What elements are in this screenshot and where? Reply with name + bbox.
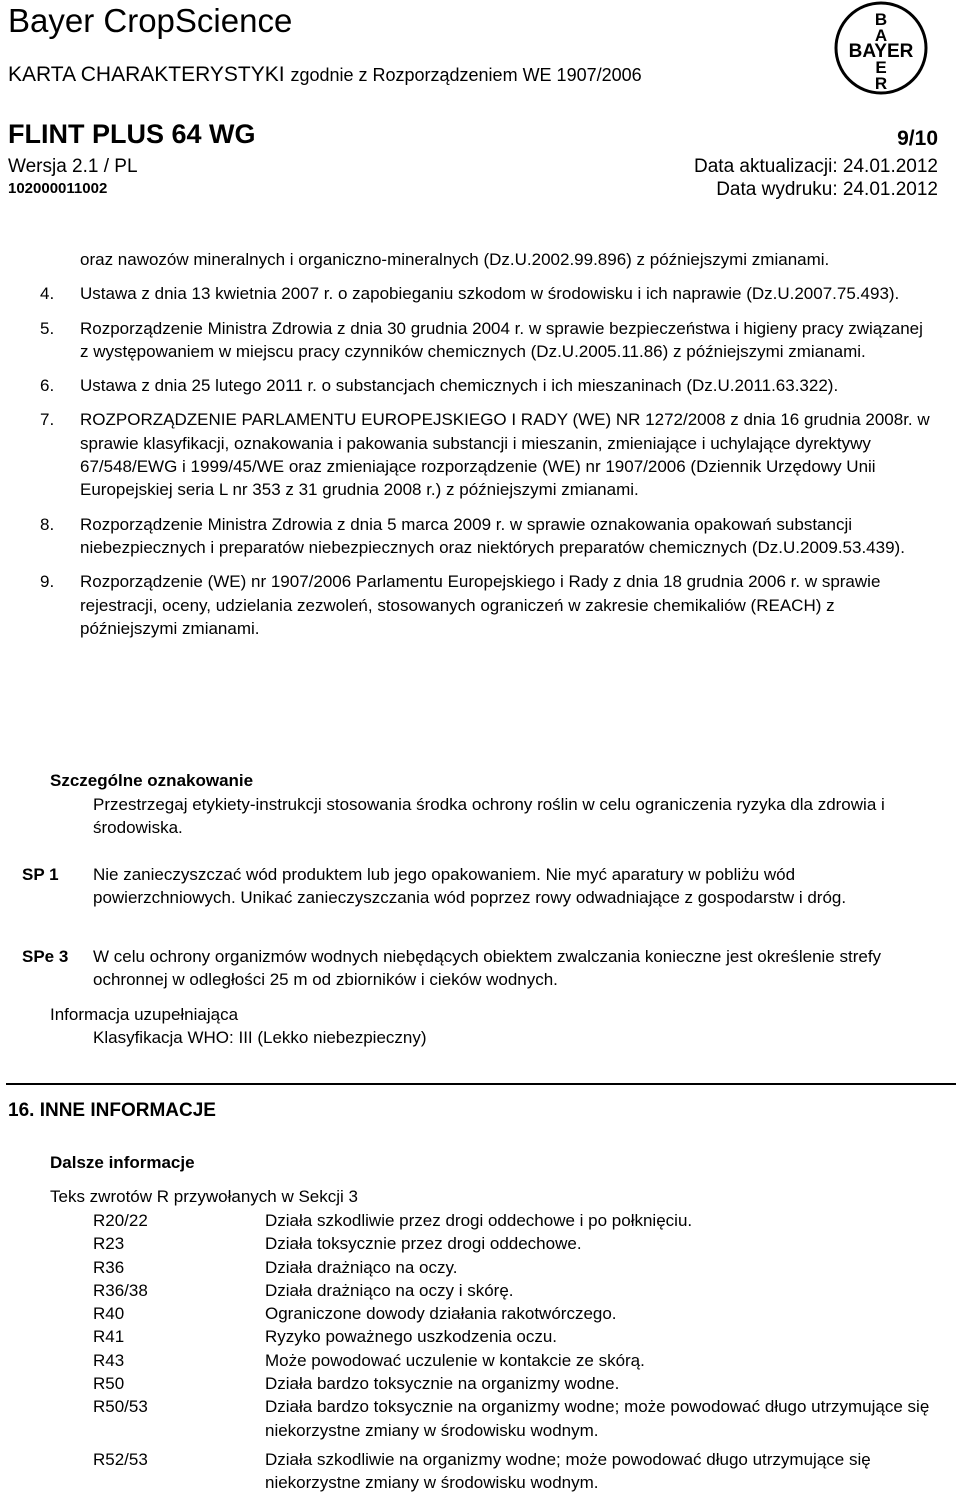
update-date: Data aktualizacji: 24.01.2012 xyxy=(694,156,938,177)
regulation-text: Rozporządzenie (WE) nr 1907/2006 Parlamentu Europejskiego i Rady z dnia 18 grudnia 2006 r. w sprawie rejestracji, oceny, udzielania zezwoleń, stosowanych ograniczeń w zakresie chemikaliów (REACH) z późniejszymi zmianami. xyxy=(80,572,881,638)
list-item xyxy=(40,513,930,560)
safety-phrase-text: W celu ochrony organizmów wodnych niebędących obiektem zwalczania konieczne jest określenie strefy ochronnej w odległości 25 m od zbiorników i cieków wodnych. xyxy=(93,947,882,990)
regulation-number: 8. xyxy=(40,514,55,534)
document-type xyxy=(8,62,642,88)
r-phrase-text: Działa toksycznie przez drogi oddechowe. xyxy=(265,1234,582,1254)
regulation-text: oraz nawozów mineralnych i organiczno-mineralnych (Dz.U.2002.99.896) z późniejszymi zmianami. xyxy=(80,250,830,269)
product-name: FLINT PLUS 64 WG xyxy=(8,119,256,149)
table-row xyxy=(93,1325,943,1348)
logo-letter-a: A xyxy=(874,26,888,45)
regulation-number: 7. xyxy=(40,410,55,430)
table-row xyxy=(93,1395,943,1442)
list-item xyxy=(40,570,930,640)
regulation-number: 9. xyxy=(40,572,55,592)
regulations-list xyxy=(40,248,930,640)
list-item xyxy=(40,317,930,364)
r-phrase-code: R36/38 xyxy=(93,1280,148,1300)
version-label: Wersja 2.1 / PL xyxy=(8,156,138,177)
table-row xyxy=(93,1209,943,1232)
r-phrase-code: R36 xyxy=(93,1257,125,1277)
table-row xyxy=(93,1372,943,1395)
supplementary-info-label: Informacja uzupełniająca xyxy=(50,1005,239,1024)
r-phrase-code: R43 xyxy=(93,1350,125,1370)
regulation-text: Rozporządzenie Ministra Zdrowia z dnia 5 marca 2009 r. w sprawie oznakowania opakowań substancji niebezpiecznych i preparatów niebezpiecznych oraz niektórych preparatów chemicznych (Dz.U.2009.53.439). xyxy=(80,514,905,557)
r-phrase-code: R41 xyxy=(93,1327,125,1347)
r-phrases-heading: Teks zwrotów R przywołanych w Sekcji 3 xyxy=(50,1187,358,1206)
print-date: Data wydruku: 24.01.2012 xyxy=(716,179,938,200)
section-title: 16. INNE INFORMACJE xyxy=(8,1100,216,1121)
r-phrase-code: R50/53 xyxy=(93,1397,148,1417)
r-phrase-text: Działa bardzo toksycznie na organizmy wodne; może powodować długo utrzymujące się niekorzystne zmiany w środowisku wodnym. xyxy=(265,1397,930,1440)
logo-letter-b: B xyxy=(874,10,888,29)
r-phrase-text: Działa szkodliwie przez drogi oddechowe i po połknięciu. xyxy=(265,1211,693,1230)
table-row xyxy=(93,1256,943,1279)
further-info-heading: Dalsze informacje xyxy=(50,1153,195,1172)
logo-letter-e: E xyxy=(875,58,887,77)
logo-word: BAYER xyxy=(848,41,914,62)
r-phrases-table xyxy=(93,1209,943,1495)
who-classification: Klasyfikacja WHO: III (Lekko niebezpieczny) xyxy=(93,1028,427,1047)
r-phrase-code: R20/22 xyxy=(93,1211,148,1230)
table-row xyxy=(93,1349,943,1372)
special-labeling-text: Przestrzegaj etykiety-instrukcji stosowania środka ochrony roślin w celu ograniczenia ryzyka dla zdrowia i środowiska. xyxy=(93,795,885,838)
r-phrase-text: Może powodować uczulenie w kontakcie ze skórą. xyxy=(265,1350,645,1370)
r-phrase-text: Ryzyko poważnego uszkodzenia oczu. xyxy=(265,1327,557,1347)
r-phrase-code: R23 xyxy=(93,1234,125,1254)
logo-letter-r: R xyxy=(874,74,888,93)
section-divider xyxy=(6,1083,956,1085)
regulation-text: Ustawa z dnia 25 lutego 2011 r. o substancjach chemicznych i ich mieszaninach (Dz.U.2011.63.322). xyxy=(80,376,839,396)
r-phrase-text: Działa drażniąco na oczy. xyxy=(265,1257,458,1277)
regulation-text: Rozporządzenie Ministra Zdrowia z dnia 30 grudnia 2004 r. w sprawie bezpieczeństwa i higieny pracy związanej z występowaniem w miejscu pracy czynników chemicznych (Dz.U.2005.11.86) z późniejszymi zmianami. xyxy=(80,318,923,361)
table-row xyxy=(93,1279,943,1302)
list-item xyxy=(40,282,930,305)
safety-phrase-row xyxy=(22,945,927,992)
regulation-number: 4. xyxy=(40,284,55,304)
table-row xyxy=(93,1448,943,1495)
safety-phrase-row xyxy=(22,863,927,910)
regulation-text: Ustawa z dnia 13 kwietnia 2007 r. o zapobieganiu szkodom w środowisku i ich naprawie (Dz.U.2007.75.493). xyxy=(80,284,900,304)
table-row xyxy=(93,1232,943,1255)
list-item xyxy=(40,248,930,271)
safety-phrase-code: SP 1 xyxy=(22,865,59,884)
list-item xyxy=(40,374,930,397)
safety-phrase-text: Nie zanieczyszczać wód produktem lub jego opakowaniem. Nie myć aparatury w pobliżu wód powierzchniowych. Unikać zanieczyszczania wód poprzez rowy odwadniające z gospodarstw i dróg. xyxy=(93,865,847,908)
r-phrase-code: R52/53 xyxy=(93,1449,148,1469)
page-number: 9/10 xyxy=(897,127,938,150)
r-phrase-code: R50 xyxy=(93,1374,125,1394)
table-row xyxy=(93,1302,943,1325)
regulation-number: 6. xyxy=(40,376,55,396)
document-type-title: KARTA CHARAKTERYSTYKI xyxy=(8,63,285,86)
regulation-reference: zgodnie z Rozporządzeniem WE 1907/2006 xyxy=(290,65,642,85)
r-phrase-text: Działa drażniąco na oczy i skórę. xyxy=(265,1280,514,1300)
r-phrase-code: R40 xyxy=(93,1304,125,1324)
company-name: Bayer CropScience xyxy=(8,2,293,39)
regulation-text: ROZPORZĄDZENIE PARLAMENTU EUROPEJSKIEGO I RADY (WE) NR 1272/2008 z dnia 16 grudnia 2008r. w sprawie klasyfikacji, oznakowania i pakowania substancji i mieszanin, zmieniające i uchylające dyrektywy 67/548/EWG i 1999/45/WE oraz zmieniające rozporządzenie (WE) nr 1907/2006 (Dziennik Urzędowy Unii Europejskiej seria L nr 353 z 31 grudnia 2008 r.) z późniejszymi zmianami. xyxy=(80,410,930,500)
document-number: 102000011002 xyxy=(8,180,108,197)
r-phrase-text: Działa szkodliwie na organizmy wodne; może powodować długo utrzymujące się niekorzystne zmiany w środowisku wodnym. xyxy=(265,1449,871,1493)
special-labeling-heading: Szczególne oznakowanie xyxy=(50,771,254,790)
r-phrase-text: Działa bardzo toksycznie na organizmy wodne. xyxy=(265,1374,620,1394)
safety-phrase-code: SPe 3 xyxy=(22,947,69,966)
regulation-number: 5. xyxy=(40,318,55,338)
bayer-logo xyxy=(833,0,929,96)
r-phrase-text: Ograniczone dowody działania rakotwórczego. xyxy=(265,1304,617,1324)
list-item xyxy=(40,408,930,501)
